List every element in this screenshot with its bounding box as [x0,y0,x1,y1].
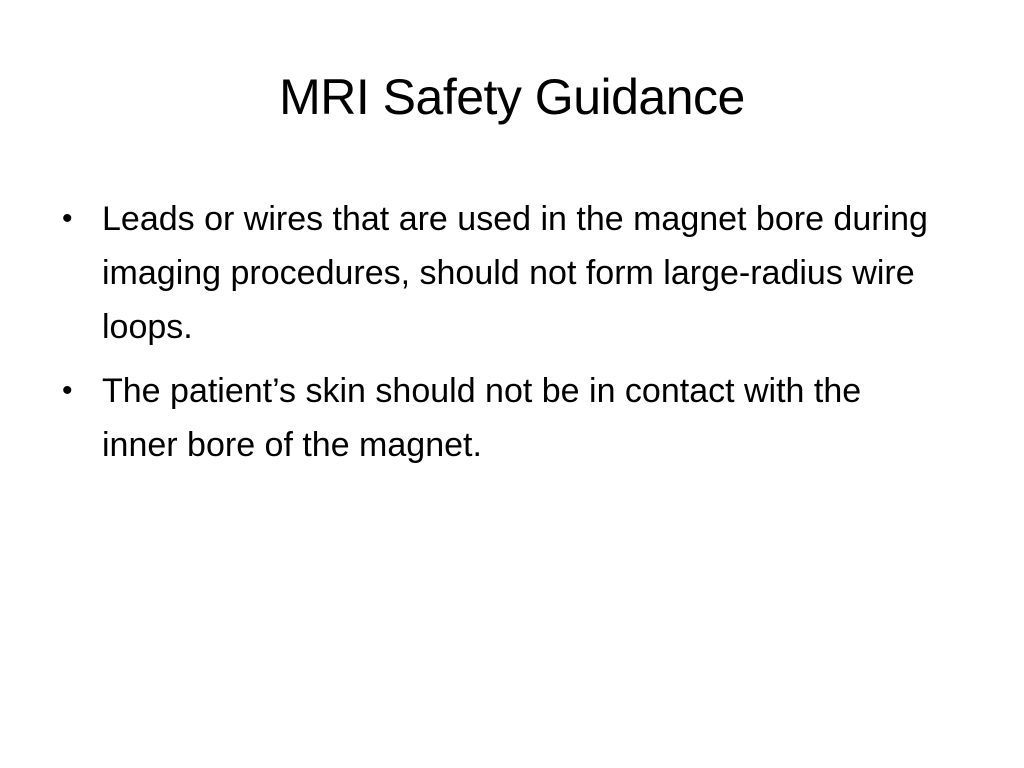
bullet-list [60,192,940,482]
slide-title: MRI Safety Guidance [279,69,745,125]
bullet-text: The patient’s skin should not be in contact with the inner bore of the magnet. [102,372,862,464]
bullet-marker: • [62,374,73,407]
bullet-item [60,192,940,354]
bullet-text: Leads or wires that are used in the magnet bore during imaging procedures, should not form large-radius wire loops. [102,200,928,346]
bullet-item [60,364,940,472]
bullet-marker: • [62,202,73,235]
